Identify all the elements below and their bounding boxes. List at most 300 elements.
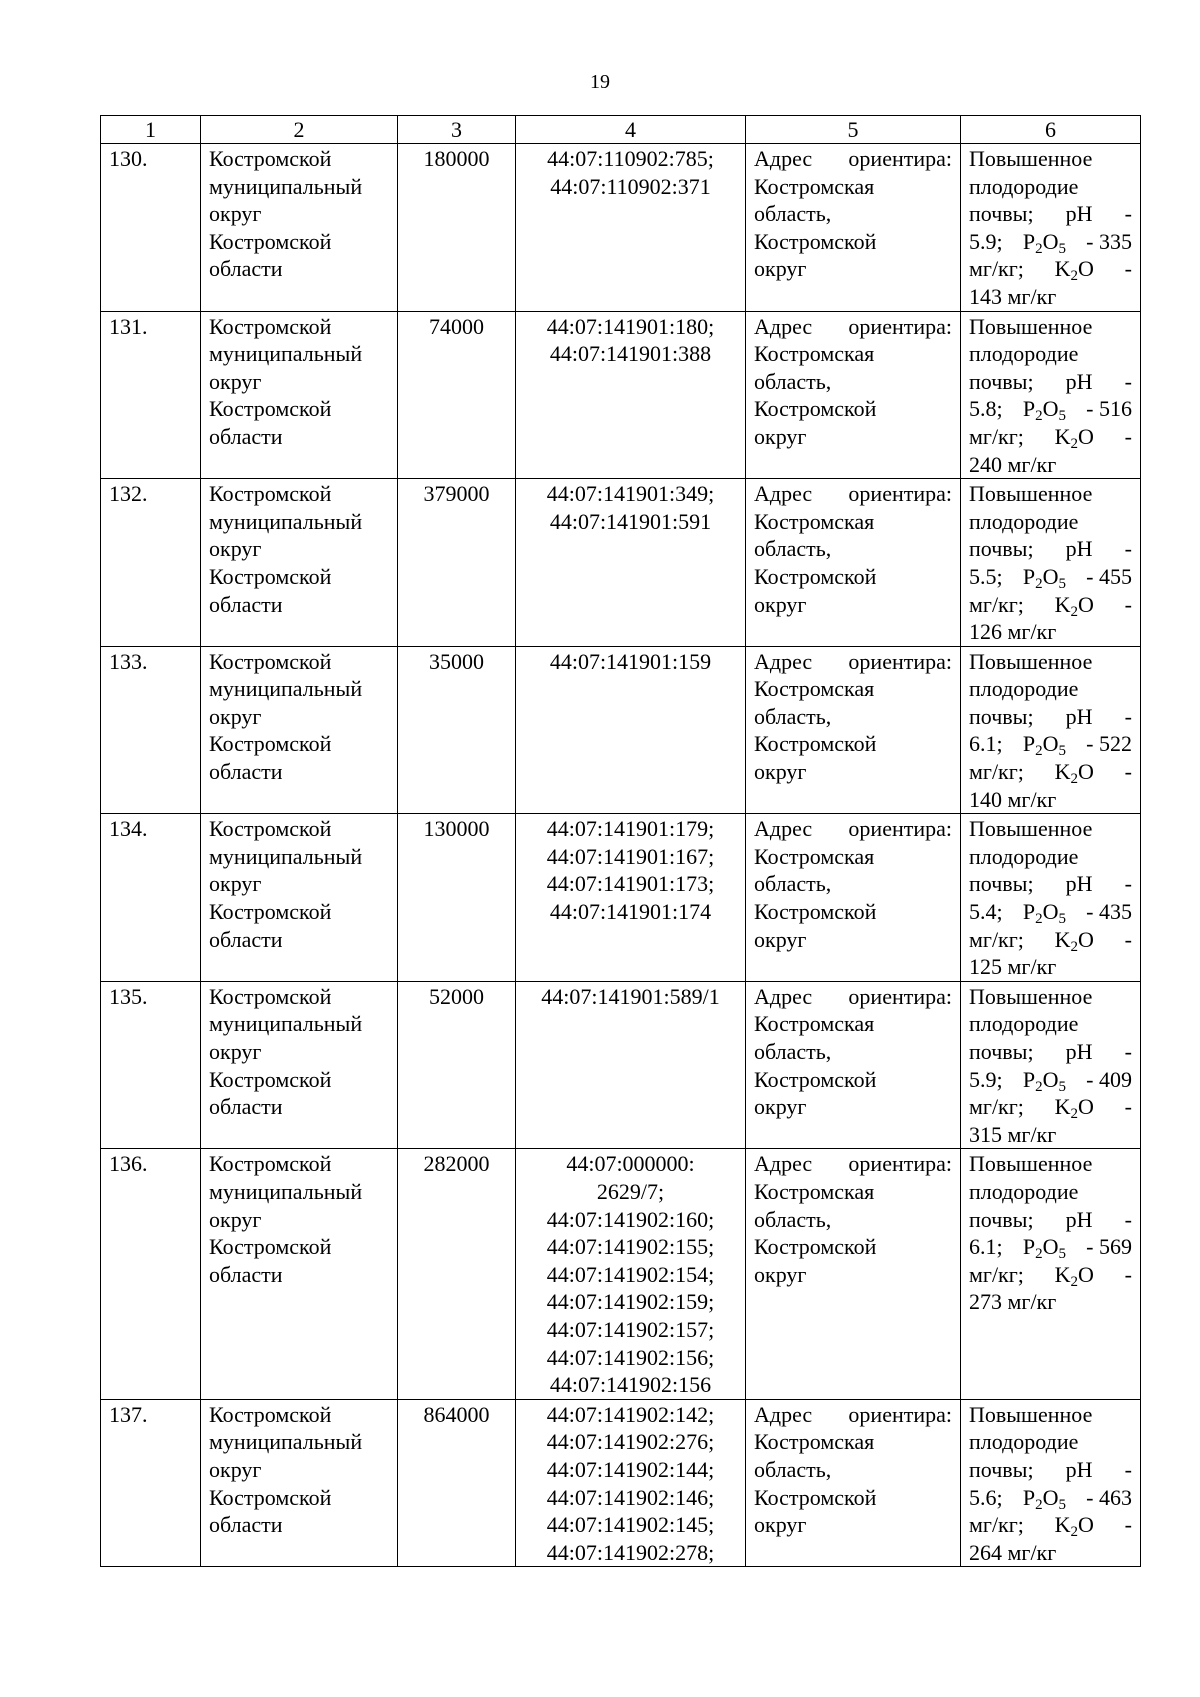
cadastral-number: 44:07:141901:179; (546, 816, 715, 842)
p2o5-formula (1023, 1484, 1066, 1512)
fertility-text: почвы; (969, 1456, 1034, 1482)
fertility-ph-line (969, 200, 1132, 228)
address-line: область, (754, 536, 832, 562)
row-number-cell: 135. (101, 981, 201, 1149)
fertility-cell (961, 646, 1141, 814)
district-line: Костромской (209, 313, 332, 339)
table-row (101, 1399, 1141, 1567)
address-word: ориентира: (848, 1151, 952, 1177)
cadastral-number: 44:07:141902:144; (546, 1456, 715, 1482)
cadastral-number: 44:07:141902:159; (546, 1289, 715, 1315)
address-word: Адрес (754, 313, 813, 339)
fertility-text: Повышенное (969, 313, 1093, 339)
table-body (101, 144, 1141, 1567)
formula-part: K (1054, 1512, 1071, 1538)
formula-subscript: 2 (1070, 268, 1079, 285)
district-line: области (209, 423, 283, 449)
address-word: ориентира: (848, 648, 952, 674)
address-word: Адрес (754, 983, 813, 1009)
cadastral-number: 44:07:141901:388 (549, 341, 712, 367)
address-line: округ (754, 591, 807, 617)
formula-subscript: 2 (1035, 1078, 1043, 1095)
area-cell: 864000 (398, 1399, 516, 1567)
address-line: Костромской (754, 1484, 877, 1510)
p2o5-formula (1023, 898, 1066, 926)
fertility-text: - (1124, 423, 1132, 449)
ph-value: 5.5; (969, 563, 1003, 589)
potassium-value: 273 мг/кг (969, 1289, 1057, 1315)
cadastral-number: 2629/7; (596, 1178, 665, 1204)
fertility-text: почвы; (969, 368, 1034, 394)
address-line: Костромской (754, 899, 877, 925)
formula-subscript: 5 (1058, 240, 1066, 257)
address-line: округ (754, 1094, 807, 1120)
area-cell: 282000 (398, 1149, 516, 1399)
address-line: Костромская (754, 843, 875, 869)
potassium-value: 315 мг/кг (969, 1121, 1057, 1147)
ph-value: 5.6; (969, 1484, 1003, 1510)
district-line: округ (209, 871, 262, 897)
fertility-text: - (1124, 201, 1132, 227)
row-number-cell: 133. (101, 646, 201, 814)
district-line: Костромской (209, 563, 332, 589)
ph-value: 5.4; (969, 899, 1003, 925)
district-cell (201, 646, 398, 814)
p2o5-formula (1023, 228, 1066, 256)
address-line: Костромская (754, 1011, 875, 1037)
potassium-value: 143 мг/кг (969, 283, 1057, 309)
fertility-phosphorus-line (969, 730, 1132, 758)
fertility-text: плодородие (969, 1429, 1079, 1455)
ph-value: 5.8; (969, 396, 1003, 422)
area-cell: 180000 (398, 144, 516, 312)
formula-part: O (1042, 1484, 1059, 1510)
formula-subscript: 2 (1035, 408, 1043, 425)
fertility-ph-line (969, 368, 1132, 396)
unit-text: мг/кг; (969, 256, 1024, 282)
fertility-potassium-line (969, 1261, 1132, 1289)
fertility-text: почвы; (969, 536, 1034, 562)
fertility-text: - (1124, 1512, 1132, 1538)
k2o-formula (1055, 758, 1094, 786)
formula-part: O (1042, 228, 1059, 254)
cadastral-cell (516, 479, 746, 647)
fertility-phosphorus-line (969, 395, 1132, 423)
fertility-cell (961, 981, 1141, 1149)
formula-subscript: 2 (1035, 240, 1043, 257)
cadastral-number: 44:07:141901:174 (549, 899, 712, 925)
address-line: область, (754, 871, 832, 897)
fertility-text: плодородие (969, 508, 1079, 534)
district-line: муниципальный (209, 1429, 363, 1455)
district-line: Костромской (209, 1234, 332, 1260)
formula-part: P (1022, 899, 1036, 925)
fertility-text: - (1124, 1039, 1132, 1064)
district-line: Костромской (209, 481, 332, 507)
fertility-text: - (1124, 1456, 1132, 1482)
district-cell (201, 1399, 398, 1567)
district-line: области (209, 1512, 283, 1538)
formula-part: P (1022, 228, 1036, 254)
k2o-formula (1055, 1511, 1094, 1539)
district-cell (201, 479, 398, 647)
fertility-ph-line (969, 535, 1132, 563)
formula-part: O (1078, 1512, 1094, 1538)
ph-value: 6.1; (969, 1234, 1003, 1260)
cadastral-number: 44:07:000000: (566, 1151, 695, 1177)
cadastral-number: 44:07:141902:145; (546, 1512, 715, 1538)
land-plots-table (100, 115, 1141, 1567)
address-line: область, (754, 703, 832, 729)
address-first-line (754, 983, 952, 1011)
formula-part: O (1042, 731, 1059, 757)
cadastral-cell (516, 144, 746, 312)
formula-subscript: 5 (1058, 1078, 1066, 1095)
area-cell: 379000 (398, 479, 516, 647)
page-number: 19 (590, 71, 610, 93)
formula-subscript: 2 (1035, 575, 1043, 592)
fertility-text: pH (1065, 1039, 1093, 1064)
district-cell (201, 814, 398, 982)
cadastral-number: 44:07:141901:167; (546, 843, 715, 869)
fertility-phosphorus-line (969, 1484, 1132, 1512)
district-line: округ (209, 368, 262, 394)
k2o-formula (1055, 1093, 1094, 1121)
cadastral-number: 44:07:110902:371 (550, 173, 711, 199)
formula-subscript: 2 (1070, 771, 1079, 788)
fertility-cell (961, 144, 1141, 312)
address-line: округ (754, 423, 807, 449)
address-line: округ (754, 759, 807, 785)
district-line: Костромской (209, 983, 332, 1009)
address-line: Костромская (754, 1429, 875, 1455)
table-row (101, 1149, 1141, 1399)
ph-value: 5.9; (969, 1066, 1003, 1092)
area-cell: 52000 (398, 981, 516, 1149)
district-line: муниципальный (209, 508, 363, 534)
fertility-ph-line (969, 870, 1132, 898)
fertility-text: - (1124, 1206, 1132, 1232)
address-line: Костромская (754, 173, 875, 199)
fertility-text: - (1124, 759, 1132, 785)
fertility-text: плодородие (969, 676, 1079, 702)
fertility-text: pH (1065, 871, 1093, 897)
p2o5-formula (1023, 730, 1066, 758)
formula-subscript: 2 (1035, 743, 1043, 760)
column-header: 4 (516, 116, 746, 144)
fertility-potassium-line (969, 1511, 1132, 1539)
cadastral-number: 44:07:141901:180; (546, 313, 715, 339)
table-row (101, 144, 1141, 312)
formula-subscript: 5 (1058, 408, 1066, 425)
formula-part: P (1022, 563, 1036, 589)
row-number-cell: 136. (101, 1149, 201, 1399)
fertility-cell (961, 311, 1141, 479)
fertility-potassium-line (969, 591, 1132, 619)
district-line: муниципальный (209, 843, 363, 869)
fertility-text: - (1124, 1094, 1132, 1120)
potassium-value: 140 мг/кг (969, 786, 1057, 812)
address-line: Костромской (754, 731, 877, 757)
fertility-cell (961, 479, 1141, 647)
district-cell (201, 981, 398, 1149)
unit-text: мг/кг; (969, 759, 1024, 785)
formula-subscript: 2 (1035, 1246, 1043, 1263)
formula-part: K (1054, 591, 1071, 617)
address-line: Костромской (754, 396, 877, 422)
formula-part: O (1042, 899, 1059, 925)
unit-text: мг/кг; (969, 926, 1024, 952)
address-first-line (754, 1401, 952, 1429)
table-row (101, 479, 1141, 647)
address-cell (746, 144, 961, 312)
address-word: ориентира: (848, 313, 952, 339)
district-line: Костромской (209, 1151, 332, 1177)
fertility-text: Повышенное (969, 1401, 1093, 1427)
k2o-formula (1055, 255, 1094, 283)
fertility-ph-line (969, 1038, 1132, 1066)
fertility-phosphorus-line (969, 1233, 1132, 1261)
ph-value: 5.9; (969, 228, 1003, 254)
address-cell (746, 479, 961, 647)
district-line: Костромской (209, 228, 332, 254)
fertility-text: pH (1065, 536, 1093, 562)
formula-subscript: 5 (1058, 575, 1066, 592)
fertility-text: Повышенное (969, 1151, 1093, 1177)
address-cell (746, 981, 961, 1149)
unit-text: мг/кг; (969, 1094, 1024, 1120)
fertility-cell (961, 1149, 1141, 1399)
k2o-formula (1055, 1261, 1094, 1289)
formula-subscript: 2 (1070, 1273, 1079, 1290)
formula-part: O (1042, 1066, 1059, 1092)
fertility-phosphorus-line (969, 563, 1132, 591)
address-word: ориентира: (848, 481, 952, 507)
fertility-text: плодородие (969, 341, 1079, 367)
cadastral-cell (516, 981, 746, 1149)
fertility-text: pH (1065, 1456, 1093, 1482)
fertility-text: pH (1065, 1206, 1093, 1232)
fertility-text: pH (1065, 201, 1093, 227)
formula-subscript: 2 (1070, 1524, 1079, 1541)
address-word: Адрес (754, 1151, 813, 1177)
formula-subscript: 2 (1070, 938, 1079, 955)
column-header: 6 (961, 116, 1141, 144)
cadastral-number: 44:07:141901:173; (546, 871, 715, 897)
fertility-ph-line (969, 703, 1132, 731)
p2o5-formula (1023, 395, 1066, 423)
fertility-text: плодородие (969, 843, 1079, 869)
address-word: Адрес (754, 816, 813, 842)
cadastral-number: 44:07:141902:156 (549, 1372, 712, 1398)
formula-subscript: 5 (1058, 1246, 1066, 1263)
formula-part: K (1054, 1094, 1071, 1120)
row-number-cell: 132. (101, 479, 201, 647)
fertility-ph-line (969, 1456, 1132, 1484)
formula-part: K (1054, 423, 1071, 449)
fertility-text: pH (1065, 703, 1093, 729)
potassium-value: 264 мг/кг (969, 1539, 1057, 1565)
address-word: Адрес (754, 648, 813, 674)
phosphorus-value: - 335 (1086, 228, 1132, 254)
k2o-formula (1055, 926, 1094, 954)
fertility-text: - (1124, 591, 1132, 617)
formula-part: O (1078, 1261, 1094, 1287)
district-line: Костромской (209, 1066, 332, 1092)
fertility-cell (961, 814, 1141, 982)
cadastral-number: 44:07:141902:157; (546, 1316, 715, 1342)
district-line: муниципальный (209, 341, 363, 367)
address-line: Костромская (754, 508, 875, 534)
address-first-line (754, 648, 952, 676)
fertility-phosphorus-line (969, 228, 1132, 256)
fertility-text: Повышенное (969, 481, 1093, 507)
formula-subscript: 5 (1058, 743, 1066, 760)
district-cell (201, 1149, 398, 1399)
fertility-text: - (1124, 536, 1132, 562)
fertility-text: почвы; (969, 703, 1034, 729)
address-word: ориентира: (848, 1401, 952, 1427)
cadastral-number: 44:07:110902:785; (547, 146, 714, 171)
table-row (101, 814, 1141, 982)
district-cell (201, 311, 398, 479)
area-cell: 35000 (398, 646, 516, 814)
address-cell (746, 1399, 961, 1567)
formula-part: K (1054, 926, 1071, 952)
district-line: муниципальный (209, 173, 363, 199)
phosphorus-value: - 463 (1086, 1484, 1132, 1510)
district-line: округ (209, 703, 262, 729)
fertility-text: - (1124, 1261, 1132, 1287)
district-cell (201, 144, 398, 312)
district-line: области (209, 759, 283, 785)
fertility-ph-line (969, 1206, 1132, 1234)
phosphorus-value: - 516 (1086, 396, 1132, 422)
district-line: Костромской (209, 731, 332, 757)
fertility-phosphorus-line (969, 1066, 1132, 1094)
cadastral-number: 44:07:141902:278; (546, 1539, 715, 1565)
formula-part: O (1042, 396, 1059, 422)
address-cell (746, 1149, 961, 1399)
district-line: округ (209, 536, 262, 562)
cadastral-number: 44:07:141902:154; (546, 1261, 715, 1287)
district-line: округ (209, 201, 262, 227)
fertility-text: плодородие (969, 173, 1079, 199)
formula-subscript: 5 (1058, 1496, 1066, 1513)
cadastral-cell (516, 1149, 746, 1399)
cadastral-number: 44:07:141902:146; (546, 1484, 715, 1510)
address-line: область, (754, 1206, 832, 1232)
cadastral-number: 44:07:141901:591 (549, 508, 712, 534)
address-first-line (754, 1150, 952, 1178)
address-first-line (754, 145, 952, 173)
district-line: Костромской (209, 1484, 332, 1510)
cadastral-number: 44:07:141902:142; (546, 1401, 715, 1427)
fertility-text: Повышенное (969, 983, 1093, 1009)
district-line: муниципальный (209, 676, 363, 702)
column-header: 3 (398, 116, 516, 144)
cadastral-number: 44:07:141901:159 (549, 648, 712, 674)
address-first-line (754, 815, 952, 843)
formula-part: P (1022, 1066, 1036, 1092)
district-line: Костромской (209, 899, 332, 925)
formula-part: K (1054, 1261, 1071, 1287)
phosphorus-value: - 409 (1086, 1066, 1132, 1092)
fertility-text: - (1124, 703, 1132, 729)
cadastral-number: 44:07:141901:349; (546, 481, 715, 507)
formula-part: O (1078, 926, 1094, 952)
address-line: Костромская (754, 341, 875, 367)
p2o5-formula (1023, 1233, 1066, 1261)
fertility-text: Повышенное (969, 648, 1093, 674)
fertility-potassium-line (969, 926, 1132, 954)
district-line: Костромской (209, 1401, 332, 1427)
unit-text: мг/кг; (969, 591, 1024, 617)
fertility-potassium-line (969, 1093, 1132, 1121)
phosphorus-value: - 569 (1086, 1234, 1132, 1260)
address-line: область, (754, 368, 832, 394)
column-header: 1 (101, 116, 201, 144)
district-line: Костромской (209, 816, 332, 842)
fertility-potassium-line (969, 758, 1132, 786)
district-line: области (209, 1094, 283, 1120)
formula-part: P (1022, 396, 1036, 422)
address-line: Костромской (754, 228, 877, 254)
cadastral-number: 44:07:141902:160; (546, 1206, 715, 1232)
table-row (101, 311, 1141, 479)
formula-part: K (1054, 759, 1071, 785)
formula-part: O (1078, 1094, 1094, 1120)
district-line: области (209, 926, 283, 952)
fertility-text: плодородие (969, 1178, 1079, 1204)
address-word: Адрес (754, 146, 813, 171)
row-number-cell: 131. (101, 311, 201, 479)
district-line: области (209, 591, 283, 617)
formula-part: K (1054, 256, 1071, 282)
address-word: ориентира: (848, 816, 952, 842)
fertility-text: - (1124, 256, 1132, 282)
district-line: муниципальный (209, 1178, 363, 1204)
formula-part: P (1022, 731, 1036, 757)
formula-subscript: 2 (1070, 603, 1079, 620)
unit-text: мг/кг; (969, 1261, 1024, 1287)
formula-part: O (1078, 256, 1094, 282)
phosphorus-value: - 522 (1086, 731, 1132, 757)
formula-subscript: 2 (1035, 1496, 1043, 1513)
fertility-potassium-line (969, 255, 1132, 283)
cadastral-cell (516, 646, 746, 814)
fertility-text: Повышенное (969, 816, 1093, 842)
district-line: Костромской (209, 648, 332, 674)
formula-subscript: 2 (1070, 435, 1079, 452)
formula-part: O (1042, 563, 1059, 589)
address-line: область, (754, 1456, 832, 1482)
fertility-text: почвы; (969, 201, 1034, 227)
address-first-line (754, 313, 952, 341)
address-line: Костромской (754, 1234, 877, 1260)
district-line: округ (209, 1206, 262, 1232)
unit-text: мг/кг; (969, 423, 1024, 449)
formula-subscript: 2 (1035, 911, 1043, 928)
address-word: Адрес (754, 1401, 813, 1427)
address-word: ориентира: (848, 146, 952, 171)
fertility-text: - (1124, 926, 1132, 952)
fertility-cell (961, 1399, 1141, 1567)
district-line: Костромской (209, 146, 332, 171)
address-line: область, (754, 201, 832, 227)
row-number-cell: 137. (101, 1399, 201, 1567)
address-line: округ (754, 256, 807, 282)
